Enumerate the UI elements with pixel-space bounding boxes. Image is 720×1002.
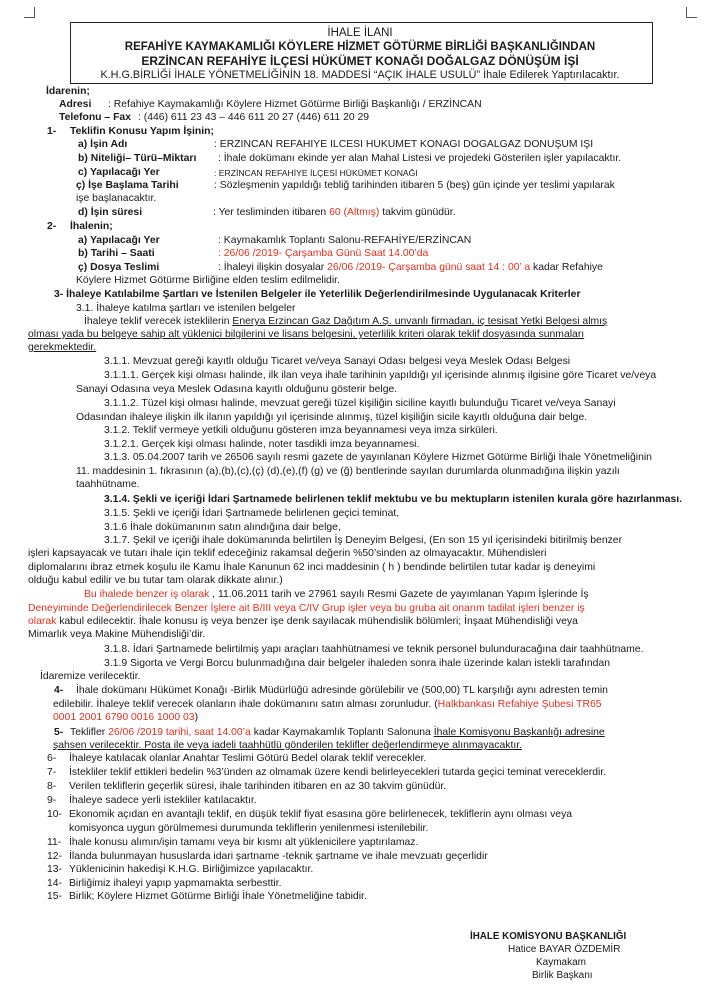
clause-3-1-9-cont: İdaremize verilecektir. xyxy=(40,671,141,682)
tender-place-label: a) Yapılacağı Yer xyxy=(78,235,160,246)
item-num: 13- xyxy=(47,864,63,875)
section2-title: İhalenin; xyxy=(70,221,113,232)
item4-line2: edilebilir. İhaleye teklif verecek olanların ihale dokümanını satın alması zorunludur. (Halkbankası Refahiye Şubesi TR65 xyxy=(53,699,602,710)
item-num: 12- xyxy=(47,851,63,862)
list-item: Birliğimiz ihaleyi yapıp yapmamakta serbesttir. xyxy=(69,878,282,889)
signature-role: Kaymakam xyxy=(536,957,587,968)
start-date-value-cont: işe başlanacaktır. xyxy=(76,193,157,204)
duration-label: d) İşin süresi xyxy=(78,207,143,218)
item-num: 14- xyxy=(47,878,63,889)
clause-3-1-9: 3.1.9 Sigorta ve Vergi Borcu bulunmadığına dair belgeler ihaleden sonra ihale üzerinde kalan istekli tarafından xyxy=(104,658,611,669)
notice-title: İHALE İLANI xyxy=(327,27,393,39)
item-num: 10- xyxy=(47,809,63,820)
tender-date-value: : 26/06 /2019- Çarşamba Günü Saat 14.00’da xyxy=(218,248,429,259)
clause-3-1-2: 3.1.2. Teklif vermeye yetkili olduğunu gösteren imza beyannamesi veya imza sirküleri. xyxy=(104,425,498,436)
item-num: 15- xyxy=(47,891,63,902)
similar-work-para-cont: Deneyiminde Değerlendirilecek Benzer İşlere ait B/III veya C/IV Grup işler veya bu gruba ait onarım tadilat işleri benzer iş xyxy=(28,603,585,614)
item-num: 8- xyxy=(47,781,57,792)
item4-num: 4- xyxy=(54,685,64,696)
procedure-line: K.H.G.BİRLİĞİ İHALE YÖNETMELİĞİNİN 18. MADDESİ “AÇIK İHALE USULÜ” İhale Edilerek Yaptırılacaktır. xyxy=(100,69,620,81)
crop-mark xyxy=(24,7,35,18)
admin-title: İdarenin; xyxy=(46,86,90,97)
clause-3-1-1-1-cont: Sanayi Odasına veya Meslek Odasına kayıtlı olduğunu gösterir belge. xyxy=(76,384,398,395)
phone-label: Telefonu – Fax xyxy=(59,112,131,123)
similar-work-para-cont2: olarak kabul edilecektir. İhale konusu iş veya benzer işe denk sayılacak mühendislik bölümleri; İnşaat Mühendisliği veya xyxy=(28,616,578,627)
clause-3-1-7-cont: işleri kapsayacak ve tutarı ihale için teklif edeceğiniz rakamsal değerin %50’sinden az olmayacaktır. Mühendisleri xyxy=(28,548,547,559)
clause-3-1-4: 3.1.4. Şekli ve içeriği İdari Şartnamede belirlenen teklif mektubu ve bu mektupların istenilen kurala göre hazırlanması. xyxy=(104,494,683,505)
list-item: Yüklenicinin hakedişi K.H.G. Birliğimizce yapılacaktır. xyxy=(69,864,314,875)
signature-title: İHALE KOMİSYONU BAŞKANLIĞI xyxy=(470,931,627,942)
requirement-para-end: gerekmektedir. xyxy=(28,342,97,353)
phone-value: : (446) 611 23 43 – 446 611 20 27 (446) 611 20 29 xyxy=(138,112,370,123)
clause-3-1-7-end: olduğu kabul edilir ve bu tutar tam olarak dikkate alınır.) xyxy=(28,575,283,586)
list-item: İlanda bulunmayan hususlarda idari şartname -teknik şartname ve ihale mevzuatı geçerlidir xyxy=(69,851,488,862)
clause-3-1-1-2: 3.1.1.2. Tüzel kişi olması halinde, mevzuat gereği tüzel kişiliğin siciline kayıtlı bulunduğu Ticaret ve/veya Sanayi xyxy=(104,398,616,409)
start-date-label: ç) İşe Başlama Tarihi xyxy=(76,180,179,191)
clause-3-1-7-cont2: diplomalarını ibraz etmek koşulu ile Kamu İhale Kanunun 62 inci maddesinin ( h ) bendinde belirtilen tutar kadar iş deneyimi xyxy=(28,562,596,573)
job-place-value: : ERZİNCAN REFAHİYE İLÇESİ HÜKÜMET KONAĞI xyxy=(214,168,418,178)
item-num: 11- xyxy=(47,837,62,848)
list-item: İstekliler teklif ettikleri bedelin %3’ünden az olmamak üzere kendi belirleyecekleri tutarda geçici teminat vereceklerdir. xyxy=(69,767,607,778)
issuer-line: REFAHİYE KAYMAKAMLIĞI KÖYLERE HİZMET GÖTÜRME BİRLİĞİ BAŞKANLIĞINDAN xyxy=(124,41,596,53)
item4-line3: 0001 2001 6790 0016 1000 03) xyxy=(53,712,199,723)
section1-num: 1- xyxy=(47,126,57,137)
tender-date-label: b) Tarihi – Saati xyxy=(78,248,155,259)
section1-title: Teklifin Konusu Yapım İşinin; xyxy=(70,126,214,137)
clause-3-1-3-end: taahhütname. xyxy=(76,479,140,490)
list-item: İhale konusu alımın/işin tamamı veya bir kısmı alt yüklenicilere yaptırılamaz. xyxy=(69,837,419,848)
section3-title: 3- İhaleye Katılabilme Şartları ve İstenilen Belgeler ile Yeterlilik Değerlendirilmesinde Uygulanacak Kriterler xyxy=(54,289,581,300)
job-place-label: c) Yapılacağı Yer xyxy=(78,167,160,178)
address-label: Adresi xyxy=(59,99,92,110)
item5-line2: şahsen verilecektir. Posta ile veya iadeli taahhütlü gönderilen teklifler değerlendirmeye alınmayacaktır. xyxy=(53,740,522,751)
item5-num: 5- xyxy=(54,727,64,738)
job-type-value: : İhale dokümanı ekinde yer alan Mahal Listesi ve projedeki Gösterilen işler yapılacaktır. xyxy=(218,153,622,164)
tender-place-value: : Kaymakamlık Toplantı Salonu-REFAHİYE/ERZİNCAN xyxy=(218,235,472,246)
start-date-value: : Sözleşmenin yapıldığı tebliğ tarihinden itibaren 5 (beş) gün içinde yer teslimi yapılarak xyxy=(214,180,615,191)
list-item: Birlik; Köylere Hizmet Götürme Birliği İhale Yönetmeliğine tabidir. xyxy=(69,891,367,902)
file-delivery-value-cont: Köylere Hizmet Götürme Birliğine elden teslim edilmelidir. xyxy=(76,275,340,286)
list-item: Ekonomik açıdan en avantajlı teklif, en düşük teklif fiyat esasına göre belirlenecek, tekliflerin aynı olması veya xyxy=(69,809,573,820)
clause-3-1-7: 3.1.7. Şekil ve içeriği ihale dokümanında belirtilen İş Deneyim Belgesi, (En son 15 yıl içerisindeki bitirilmiş benzer xyxy=(104,535,623,546)
project-title: ERZİNCAN REFAHİYE İLÇESİ HÜKÜMET KONAĞI DOĞALGAZ DÖNÜŞÜM İŞİ xyxy=(141,54,579,68)
list-item: İhaleye sadece yerli istekliler katılacaktır. xyxy=(69,795,257,806)
job-name-label: a) İşin Adı xyxy=(78,139,128,150)
signature-role2: Birlik Başkanı xyxy=(532,970,593,981)
clause-3-1-1-1: 3.1.1.1. Gerçek kişi olması halinde, ilk ilan veya ihale tarihinin yapıldığı yıl içerisinde alınmış ilgisine göre Ticaret ve/veya xyxy=(104,370,657,381)
duration-value: : Yer tesliminden itibaren 60 (Altmış) takvim günüdür. xyxy=(213,207,456,218)
similar-work-para: Bu ihalede benzer iş olarak , 11.06.2011 tarih ve 27961 sayılı Resmi Gazete de yayımlanan Yapım İşlerinde İş xyxy=(84,589,589,600)
clause-3-1-1-2-cont: Odasından ihaleye ilişkin ilk ilanın yapıldığı yıl içerisinde alınmış, tüzel kişiliğin sicile kayıtlı olduğuna dair belge. xyxy=(76,412,588,423)
clause-3-1-2-1: 3.1.2.1. Gerçek kişi olması halinde, noter tasdikli imza beyannamesi. xyxy=(104,439,420,450)
address-value: : Refahiye Kaymakamlığı Köylere Hizmet Götürme Birliği Başkanlığı / ERZİNCAN xyxy=(108,99,482,110)
similar-work-para-end: Mimarlık veya Makine Mühendisliği’dir. xyxy=(28,629,206,640)
section3-1-title: 3.1. İhaleye katılma şartları ve istenilen belgeler xyxy=(76,303,296,314)
requirement-para: İhaleye teklif verecek isteklilerin Enerya Erzincan Gaz Dağıtım A.Ş. unvanlı firmadan, iç tesisat Yetki Belgesi almış xyxy=(84,316,608,327)
signature-name: Hatice BAYAR ÖZDEMİR xyxy=(508,944,621,955)
list-item-cont: komisyonca uygun görülmemesi durumunda tekliflerin yenilenmesi istenilebilir. xyxy=(69,823,429,834)
clause-3-1-8: 3.1.8. İdari Şartnamede belirtilmiş yapı araçları taahhütnamesi ve teknik personel bulunduracağına dair taahhütname. xyxy=(104,644,644,655)
item5-line1: Teklifler 26/06 /2019 tarihi, saat 14.00’a kadar Kaymakamlık Toplantı Salonuna İhale Komisyonu Başkanlığı adresine xyxy=(70,727,605,738)
job-type-label: b) Niteliği– Türü–Miktarı xyxy=(78,153,197,164)
clause-3-1-1: 3.1.1. Mevzuat gereği kayıtlı olduğu Ticaret ve/veya Sanayi Odası belgesi veya Meslek Odası Belgesi xyxy=(104,356,571,367)
clause-3-1-3: 3.1.3. 05.04.2007 tarih ve 26506 sayılı resmi gazete de yayınlanan Köylere Hizmet Götürme Birliği İhale Yönetmeliğinin xyxy=(104,452,652,463)
section2-num: 2- xyxy=(47,221,57,232)
clause-3-1-3-cont: 11. maddesinin 1. fıkrasının (a),(b),(c),(ç) (d),(e),(f) (g) ve (ğ) bentlerinde sayılan durumlarda olunmadığına ilişkin yazılı xyxy=(76,466,620,477)
file-delivery-value: : İhaleyi ilişkin dosyalar 26/06 /2019- Çarşamba günü saat 14 : 00’ a kadar Refahiye xyxy=(218,262,603,273)
file-delivery-label: ç) Dosya Teslimi xyxy=(78,262,160,273)
item-num: 7- xyxy=(47,767,57,778)
list-item: İhaleye katılacak olanlar Anahtar Teslimi Götürü Bedel olarak teklif verecekler. xyxy=(69,753,427,764)
clause-3-1-6: 3.1.6 İhale dokümanının satın alındığına dair belge, xyxy=(104,522,341,533)
job-name-value: : ERZINCAN REFAHIYE ILCESI HUKUMET KONAGI DOGALGAZ DONUŞUM IŞI xyxy=(214,139,594,150)
list-item: Verilen tekliflerin geçerlik süresi, ihale tarihinden itibaren en az 30 takvim günüdür. xyxy=(69,781,447,792)
item-num: 6- xyxy=(47,753,57,764)
clause-3-1-5: 3.1.5. Şekli ve içeriği İdari Şartnamede belirlenen geçici teminat, xyxy=(104,508,400,519)
crop-mark xyxy=(686,7,697,18)
requirement-para-cont: olması yada bu belgeye sahip alt yüklenici bilgilerini ve lisans belgesini, yeterlilik kriteri olarak teklif dosyasında sunmaları xyxy=(28,329,585,340)
item4-line1: İhale dokümanı Hükümet Konağı -Birlik Müdürlüğü adresinde görülebilir ve (500,00) TL karşılığı aynı adresten temin xyxy=(76,685,608,696)
item-num: 9- xyxy=(47,795,57,806)
